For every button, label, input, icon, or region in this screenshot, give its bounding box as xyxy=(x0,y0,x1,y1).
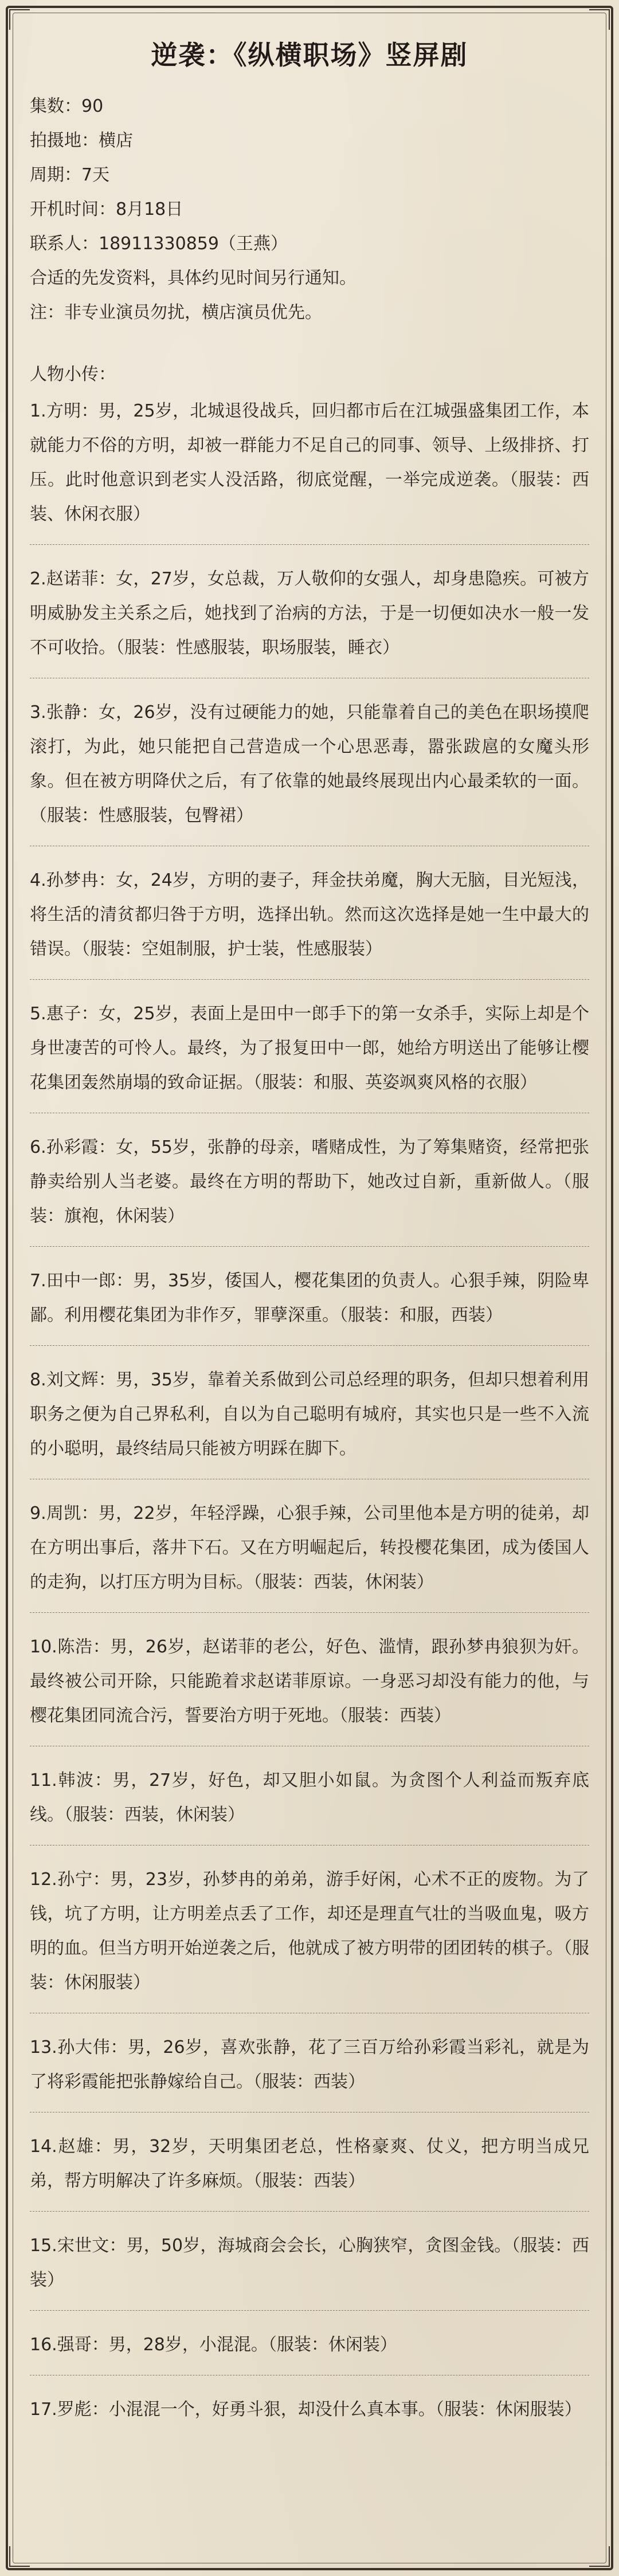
dashed-divider xyxy=(30,2310,589,2311)
corner-ornament xyxy=(589,2546,610,2567)
character-entry xyxy=(30,2130,589,2198)
character-text: 14.赵雄：男，32岁，天明集团老总，性格豪爽、仗义，把方明当成兄弟，帮方明解决了许多麻烦。（服装：西装） xyxy=(30,2137,589,2191)
character-entry xyxy=(30,2031,589,2099)
character-text: 16.强哥：男，28岁，小混混。（服装：休闲装） xyxy=(30,2335,397,2355)
dashed-divider xyxy=(30,1612,589,1613)
corner-ornament xyxy=(589,9,610,30)
location-line: 拍摄地：横店 xyxy=(30,131,133,151)
character-text: 5.惠子：女，25岁，表面上是田中一郎手下的第一女杀手，实际上却是个身世凄苦的可怜人。最终，为了报复田中一郎，她给方明送出了能够让樱花集团轰然崩塌的致命证据。（服装：和服、英姿飒爽风格的衣服） xyxy=(30,1004,589,1093)
document-body xyxy=(30,23,589,2427)
submission-note: 合适的先发资料，具体约见时间另行通知。 xyxy=(30,268,356,288)
character-text: 9.周凯：男，22岁，年轻浮躁，心狠手辣，公司里他本是方明的徒弟，却在方明出事后，落井下石。又在方明崛起后，转投樱花集团，成为倭国人的走狗，以打压方明为目标。（服装：西装，休闲装） xyxy=(30,1503,589,1592)
character-entry xyxy=(30,1130,589,1234)
dashed-divider xyxy=(30,1246,589,1247)
character-text: 17.罗彪：小混混一个，好勇斗狠，却没什么真本事。（服装：休闲服装） xyxy=(30,2400,582,2420)
character-entry xyxy=(30,1264,589,1333)
character-entry xyxy=(30,1497,589,1600)
character-entry xyxy=(30,1863,589,2000)
character-text: 8.刘文辉：男，35岁，靠着关系做到公司总经理的职务，但却只想着利用职务之便为自己界私利，自以为自己聪明有城府，其实也只是一些不入流的小聪明，最终结局只能被方明踩在脚下。 xyxy=(30,1370,589,1459)
casting-info xyxy=(30,89,589,330)
character-entry xyxy=(30,2229,589,2298)
character-text: 15.宋世文：男，50岁，海城商会会长，心胸狭窄，贪图金钱。（服装：西装） xyxy=(30,2236,589,2290)
character-entry xyxy=(30,394,589,532)
character-text: 3.张静：女，26岁，没有过硬能力的她，只能靠着自己的美色在职场摸爬滚打，为此，她只能把自己营造成一个心思恶毒，嚣张跋扈的女魔头形象。但在被方明降伏之后，有了依靠的她最终展现出内心最柔软的一面。（服装：性感服装，包臀裙） xyxy=(30,702,589,826)
character-entry xyxy=(30,696,589,833)
character-text: 12.孙宁：男，23岁，孙梦冉的弟弟，游手好闲，心术不正的废物。为了钱，坑了方明，让方明差点丢了工作，却还是理直气壮的当吸血鬼，吸方明的血。但当方明开始逆袭之后，他就成了被方明带的团团转的棋子。（服装：休闲服装） xyxy=(30,1870,589,1993)
character-text: 11.韩波：男，27岁，好色，却又胆小如鼠。为贪图个人利益而叛弃底线。（服装：西装，休闲装） xyxy=(30,1770,589,1825)
character-text: 7.田中一郎：男，35岁，倭国人，樱花集团的负责人。心狠手辣，阴险卑鄙。利用樱花集团为非作歹，罪孽深重。（服装：和服，西装） xyxy=(30,1271,589,1325)
dashed-divider xyxy=(30,979,589,980)
period-line: 周期：7天 xyxy=(30,165,110,185)
character-entry xyxy=(30,1363,589,1466)
character-entry xyxy=(30,562,589,665)
character-text: 6.孙彩霞：女，55岁，张静的母亲，嗜赌成性，为了筹集赌资，经常把张静卖给别人当老婆。最终在方明的帮助下，她改过自新，重新做人。（服装：旗袍，休闲装） xyxy=(30,1137,589,1226)
character-text: 10.陈浩：男，26岁，赵诺菲的老公，好色、滥情，跟孙梦冉狼狈为奸。最终被公司开除，只能跪着求赵诺菲原谅。一身恶习却没有能力的他，与樱花集团同流合污，誓要治方明于死地。（服装：西装） xyxy=(30,1637,589,1726)
character-entry xyxy=(30,863,589,967)
dashed-divider xyxy=(30,2211,589,2212)
character-entry xyxy=(30,2328,589,2362)
character-entry xyxy=(30,2393,589,2427)
corner-ornament xyxy=(9,2546,30,2567)
start-date-line: 开机时间：8月18日 xyxy=(30,199,183,219)
document-title: 逆袭：《纵横职场》竖屏剧 xyxy=(151,40,468,70)
character-text: 4.孙梦冉：女，24岁，方明的妻子，拜金扶弟魔，胸大无脑，目光短浅，将生活的清贫都归咎于方明，选择出轨。然而这次选择是她一生中最大的错误。（服装：空姐制服，护士装，性感服装） xyxy=(30,870,589,959)
dashed-divider xyxy=(30,544,589,545)
characters-heading: 人物小传： xyxy=(30,364,116,384)
character-entry xyxy=(30,1764,589,1832)
actor-requirement-note: 注：非专业演员勿扰，横店演员优先。 xyxy=(30,303,322,323)
character-entry xyxy=(30,997,589,1100)
dashed-divider xyxy=(30,1345,589,1346)
contact-line: 联系人：18911330859（王燕） xyxy=(30,234,288,254)
episodes-line: 集数：90 xyxy=(30,96,104,116)
character-entry xyxy=(30,1630,589,1733)
corner-ornament xyxy=(9,9,30,30)
character-text: 2.赵诺菲：女，27岁，女总裁，万人敬仰的女强人，却身患隐疾。可被方明威胁发主关系之后，她找到了治病的方法，于是一切便如决水一般一发不可收拾。（服装：性感服装，职场服装，睡衣） xyxy=(30,569,589,658)
character-text: 13.孙大伟：男，26岁，喜欢张静，花了三百万给孙彩霞当彩礼，就是为了将彩霞能把张静嫁给自己。（服装：西装） xyxy=(30,2037,589,2092)
character-text: 1.方明：男，25岁，北城退役战兵，回归都市后在江城强盛集团工作，本就能力不俗的方明，却被一群能力不足自己的同事、领导、上级排挤、打压。此时他意识到老实人没活路，彻底觉醒，一举完成逆袭。（服装：西装、休闲衣服） xyxy=(30,401,589,524)
